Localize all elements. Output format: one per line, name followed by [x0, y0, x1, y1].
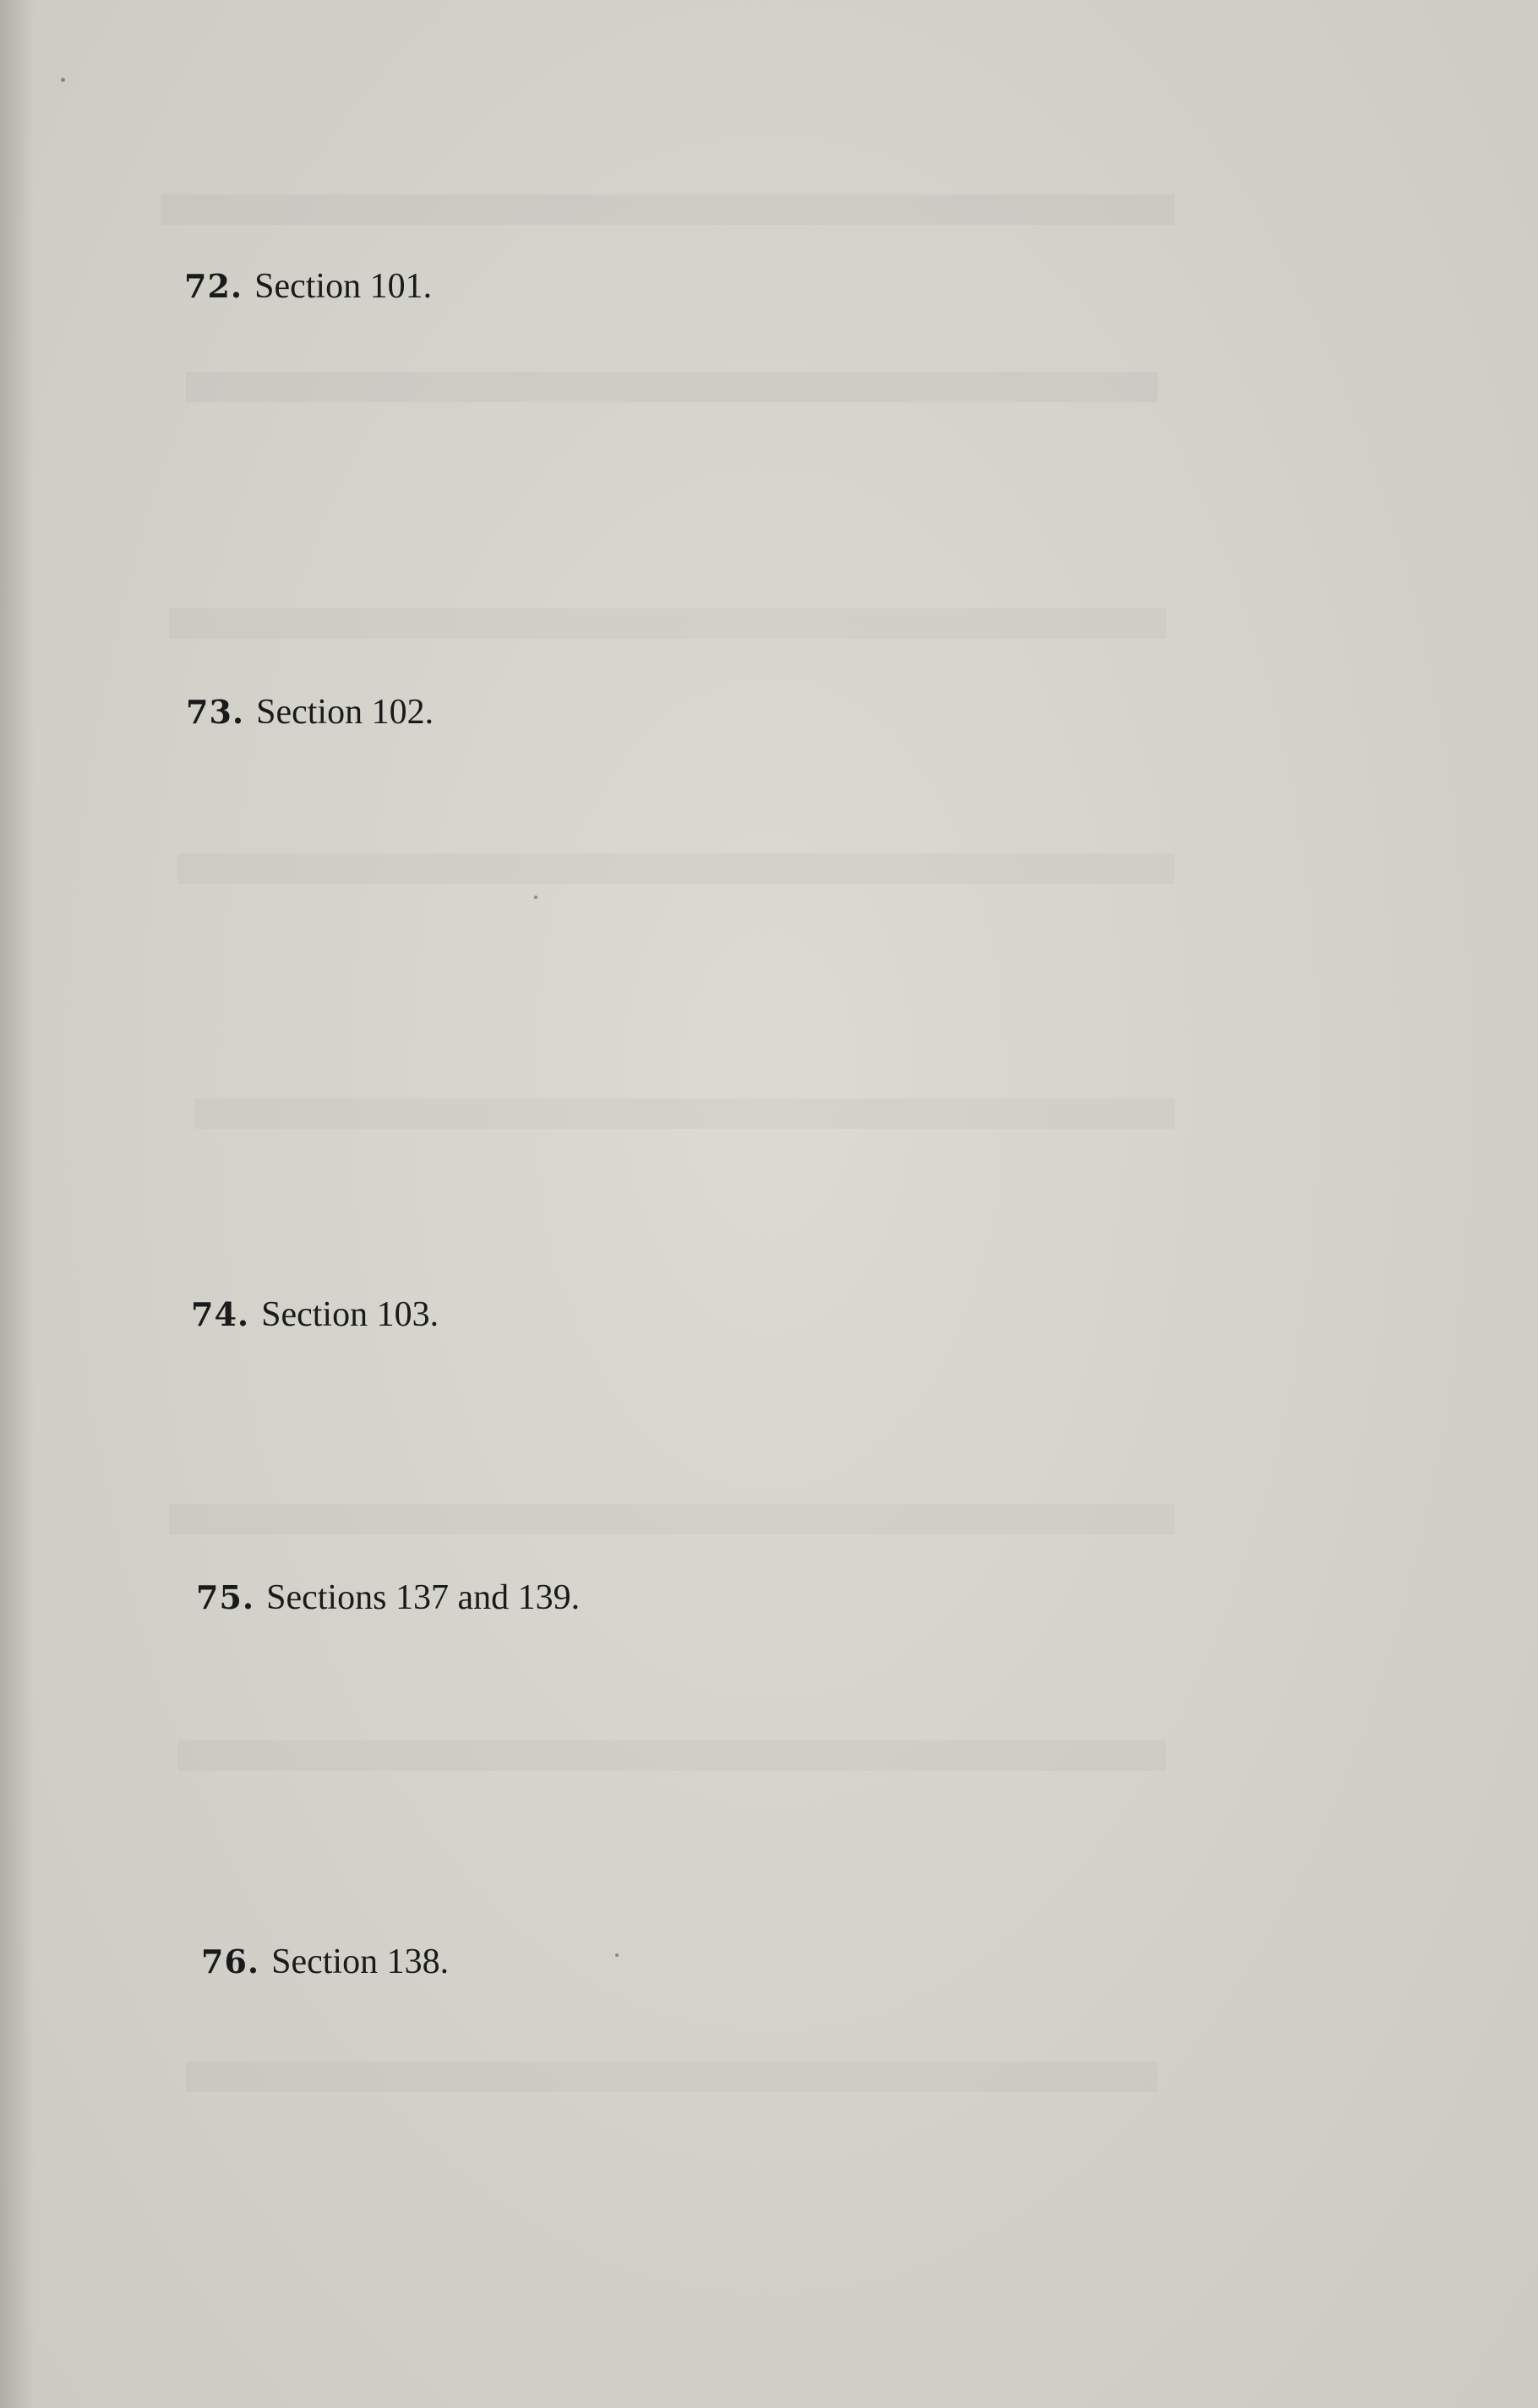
- entry-number: 74.: [191, 1295, 250, 1333]
- bleed-through-line: [194, 1098, 1175, 1129]
- bleed-through-line: [177, 853, 1175, 884]
- section-entry-74: [191, 1297, 439, 1332]
- section-entry-76: [201, 1944, 449, 1980]
- section-entry-75: [196, 1580, 580, 1615]
- paper-speck: [534, 896, 537, 899]
- bleed-through-line: [186, 2062, 1158, 2092]
- entry-number: 72.: [184, 267, 243, 305]
- entry-number: 76.: [201, 1942, 260, 1980]
- page-edge-shadow: [0, 0, 34, 2408]
- bleed-through-line: [177, 1741, 1166, 1771]
- bleed-through-line: [161, 194, 1175, 225]
- entry-text: Section 103.: [261, 1295, 439, 1334]
- bleed-through-line: [186, 372, 1158, 402]
- section-entry-73: [186, 695, 434, 730]
- entry-number: 75.: [196, 1578, 255, 1616]
- paper-speck: [615, 1953, 619, 1957]
- entry-text: Section 138.: [271, 1942, 450, 1981]
- entry-text: Sections 137 and 139.: [266, 1578, 581, 1617]
- entry-text: Section 102.: [256, 693, 434, 732]
- section-entry-72: [184, 269, 432, 304]
- entry-number: 73.: [186, 693, 245, 731]
- bleed-through-line: [169, 1504, 1175, 1534]
- paper-speck: [61, 78, 65, 82]
- entry-text: Section 101.: [254, 267, 433, 306]
- bleed-through-line: [169, 608, 1166, 639]
